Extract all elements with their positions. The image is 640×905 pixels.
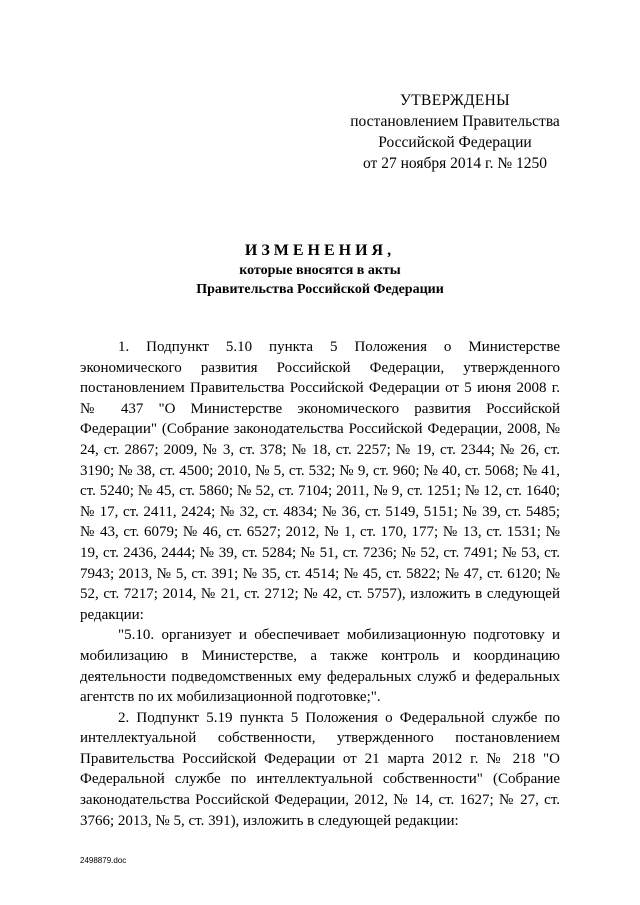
document-body	[80, 337, 560, 831]
paragraph-2: "5.10. организует и обеспечивает мобилизационную подготовку и мобилизацию в Министерстве, а также контроль и координацию деятельности подведомственных ему федеральных служб и федеральных агентств по их мобилизационной подготовке;".	[80, 627, 560, 706]
title-sub-1: которые вносятся в акты	[239, 263, 401, 278]
approval-line-2: Российской Федерации	[378, 134, 532, 151]
paragraph-3: 2. Подпункт 5.19 пункта 5 Положения о Федеральной службе по интеллектуальной собственности, утвержденного постановлением Правительства Российской Федерации от 21 марта 2012 г. № 218 "О Федеральной службе по интеллектуальной собственности" (Собрание законодательства Российской Федерации, 2012, № 14, ст. 1627; № 27, ст. 3766; 2013, № 5, ст. 391), изложить в следующей редакции:	[80, 709, 560, 829]
approval-stamp	[340, 90, 570, 174]
paragraph-1: 1. Подпункт 5.10 пункта 5 Положения о Министерстве экономического развития Российской Федерации, утвержденного постановлением Правительства Российской Федерации от 5 июня 2008 г. № 437 "О Министерстве экономического развития Российской Федерации" (Собрание законодательства Российской Федерации, 2008, № 24, ст. 2867; 2009, № 3, ст. 378; № 18, ст. 2257; № 19, ст. 2344; № 26, ст. 3190; № 38, ст. 4500; 2010, № 5, ст. 532; № 9, ст. 960; № 40, ст. 5068; № 41, ст. 5240; № 45, ст. 5860; № 52, ст. 7104; 2011, № 9, ст. 1251; № 12, ст. 1640; № 17, ст. 2411, 2424; № 32, ст. 4834; № 36, ст. 5149, 5151; № 39, ст. 5485; № 43, ст. 6079; № 46, ст. 6527; 2012, № 1, ст. 170, 177; № 13, ст. 1531; № 19, ст. 2436, 2444; № 39, ст. 5284; № 51, ст. 7236; № 52, ст. 7491; № 53, ст. 7943; 2013, № 5, ст. 391; № 35, ст. 4514; № 45, ст. 5822; № 47, ст. 6120; № 52, ст. 7217; 2014, № 21, ст. 2712; № 42, ст. 5757), изложить в следующей редакции:	[80, 339, 560, 623]
approval-heading: УТВЕРЖДЕНЫ	[400, 92, 510, 109]
file-footer: 2498879.doc	[80, 856, 127, 865]
title-main: ИЗМЕНЕНИЯ,	[244, 242, 396, 259]
approval-line-1: постановлением Правительства	[350, 113, 560, 130]
title-sub-2: Правительства Российской Федерации	[196, 282, 444, 297]
approval-line-3: от 27 ноября 2014 г. № 1250	[363, 155, 547, 172]
document-title	[80, 241, 560, 299]
